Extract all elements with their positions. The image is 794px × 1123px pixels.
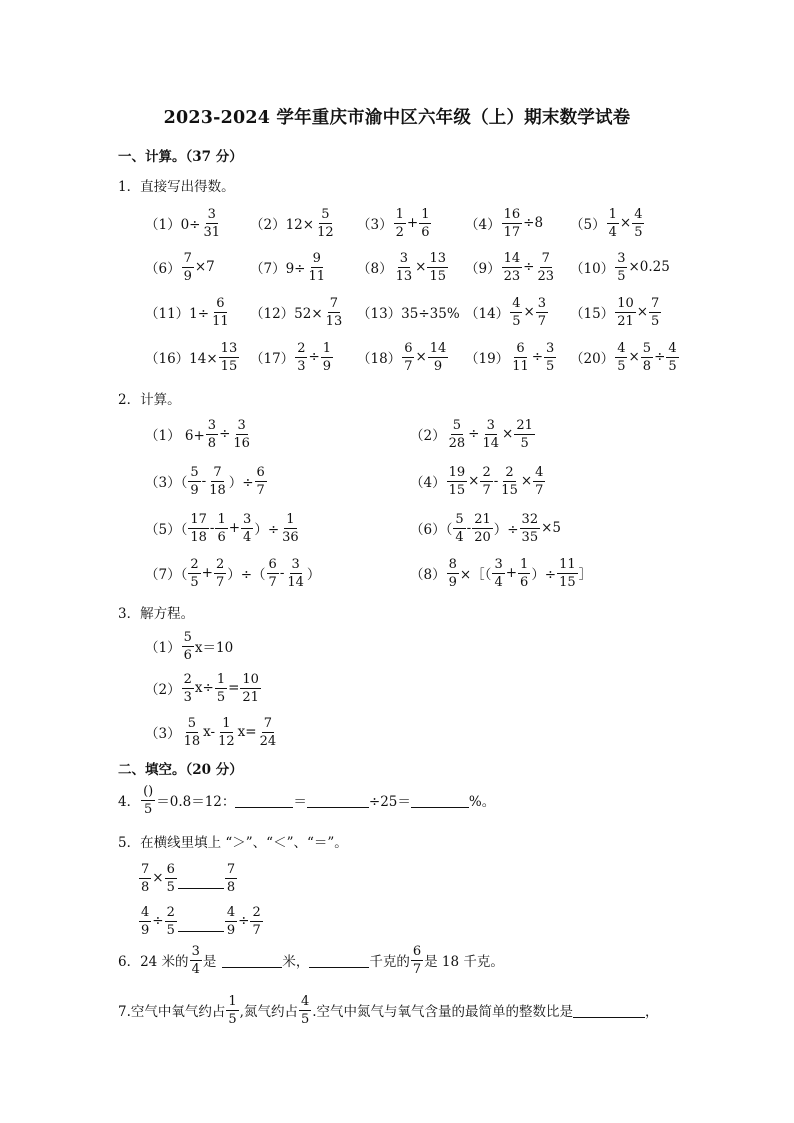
- q2-item-5: （5）（ $\frac{17}{18}$ - $\frac{1}{6}$ + $\frac{3}{4}$ ）÷ $\frac{1}{36}$: [145, 511, 299, 545]
- q1-item-2: （2）12× $\frac{5}{12}$: [250, 206, 334, 240]
- q3-item-3: （3） $\frac{5}{18}$ x- $\frac{1}{12}$ x= $\frac{7}{24}$: [145, 715, 277, 749]
- page-title: 2023-2024 学年重庆市渝中区六年级（上）期末数学试卷: [163, 108, 631, 128]
- q4-blank-1[interactable]: [235, 793, 293, 808]
- q4-blank-3[interactable]: [411, 793, 469, 808]
- q6-blank-1[interactable]: [222, 953, 282, 968]
- q1-item-11: （11）1÷ $\frac{6}{11}$: [145, 295, 229, 329]
- q5-blank-1[interactable]: [178, 874, 224, 889]
- question-7: 7.空气中氧气约占 $\frac{1}{5}$ ,氮气约占 $\frac{4}{5}$ .空气中氮气与氧气含量的最简单的整数比是 ，: [118, 993, 659, 1027]
- q1-item-19: （19） $\frac{6}{11}$ ÷ $\frac{3}{5}$: [465, 340, 555, 374]
- q7-blank-1[interactable]: [573, 1003, 645, 1018]
- q1-item-3: （3） $\frac{1}{2}$ + $\frac{1}{6}$: [357, 206, 430, 240]
- q5-blank-2[interactable]: [178, 917, 224, 932]
- q1-item-15: （15） $\frac{10}{21}$ × $\frac{7}{5}$: [570, 295, 660, 329]
- q1-item-16: （16）14× $\frac{13}{15}$: [145, 340, 238, 374]
- q1-item-17: （17） $\frac{2}{3}$ ÷ $\frac{1}{9}$: [250, 340, 332, 374]
- q4-number: 4．: [118, 794, 141, 810]
- q1-item-14: （14） $\frac{4}{5}$ × $\frac{3}{7}$: [465, 295, 547, 329]
- q2-item-7: （7）（ $\frac{2}{5}$ + $\frac{2}{7}$ ）÷（ $\frac{6}{7}$ - $\frac{3}{14}$ ）: [145, 556, 321, 590]
- question-3-stem: 3．解方程。: [118, 606, 195, 622]
- q1-item-10: （10） $\frac{3}{5}$ ×0.25: [570, 250, 670, 284]
- question-6: 6．24 米的 $\frac{3}{4}$ 是 米， 千克的 $\frac{6}{7}$ 是 18 千克。: [118, 943, 504, 977]
- q3-item-2: （2） $\frac{2}{3}$ x÷ $\frac{1}{5}$ = $\frac{10}{21}$: [145, 671, 259, 705]
- q5-comparison-2: $\frac{4}{9}$ ÷ $\frac{2}{5}$ $\frac{4}{9}$ ÷ $\frac{2}{7}$: [141, 904, 261, 938]
- q2-item-8: （8） $\frac{8}{9}$ ×［（ $\frac{3}{4}$ + $\frac{1}{6}$ ）÷ $\frac{11}{15}$ ］: [410, 556, 593, 590]
- q1-item-8: （8） $\frac{3}{13}$ × $\frac{13}{15}$: [357, 250, 446, 284]
- q1-item-6: （6） $\frac{7}{9}$ ×7: [145, 250, 215, 284]
- q4-blank-2[interactable]: [307, 793, 369, 808]
- section-1-heading: 一、计算。（37 分）: [118, 149, 243, 165]
- q1-item-1: （1）0÷ $\frac{3}{31}$: [145, 206, 221, 240]
- q1-item-12: （12）52× $\frac{7}{13}$: [250, 295, 343, 329]
- question-1-stem: 1．直接写出得数。: [118, 179, 235, 195]
- q2-item-3: （3）（ $\frac{5}{9}$ - $\frac{7}{18}$ ）÷ $\frac{6}{7}$: [145, 464, 265, 498]
- q1-item-5: （5） $\frac{1}{4}$ × $\frac{4}{5}$: [570, 206, 643, 240]
- q1-item-4: （4） $\frac{16}{17}$ ÷8: [465, 206, 544, 240]
- question-5-stem: 5．在横线里填上 “＞”、“＜”、“＝”。: [118, 835, 348, 851]
- q4-blank-numerator: (): [143, 783, 154, 799]
- q3-item-1: （1） $\frac{5}{6}$ x＝10: [145, 629, 234, 663]
- q2-item-4: （4） $\frac{19}{15}$ × $\frac{2}{7}$ - $\frac{2}{15}$ × $\frac{4}{7}$: [410, 464, 544, 498]
- q2-item-1: （1） 6+ $\frac{3}{8}$ ÷ $\frac{3}{16}$: [145, 417, 250, 451]
- q6-blank-2[interactable]: [309, 953, 369, 968]
- section-2-heading: 二、填空。（20 分）: [118, 762, 243, 778]
- q5-comparison-1: $\frac{7}{8}$ × $\frac{6}{5}$ $\frac{7}{8}$: [141, 861, 236, 895]
- question-2-stem: 2．计算。: [118, 392, 181, 408]
- q2-item-6: （6）（ $\frac{5}{4}$ - $\frac{21}{20}$ ）÷ $\frac{32}{35}$ ×5: [410, 511, 561, 545]
- q2-item-2: （2） $\frac{5}{28}$ ÷ $\frac{3}{14}$ × $\frac{21}{5}$: [410, 417, 533, 451]
- question-4: 4． $\frac{()}{5}$ ＝0.8＝12： ＝ ÷25＝ %。: [118, 783, 496, 817]
- q1-item-7: （7）9÷ $\frac{9}{11}$: [250, 250, 326, 284]
- q1-item-20: （20） $\frac{4}{5}$ × $\frac{5}{8}$ ÷ $\frac{4}{5}$: [570, 340, 677, 374]
- q1-item-13: （13）35÷35%: [357, 306, 460, 322]
- q1-item-9: （9） $\frac{14}{23}$ ÷ $\frac{7}{23}$: [465, 250, 554, 284]
- q1-item-18: （18） $\frac{6}{7}$ × $\frac{14}{9}$: [357, 340, 447, 374]
